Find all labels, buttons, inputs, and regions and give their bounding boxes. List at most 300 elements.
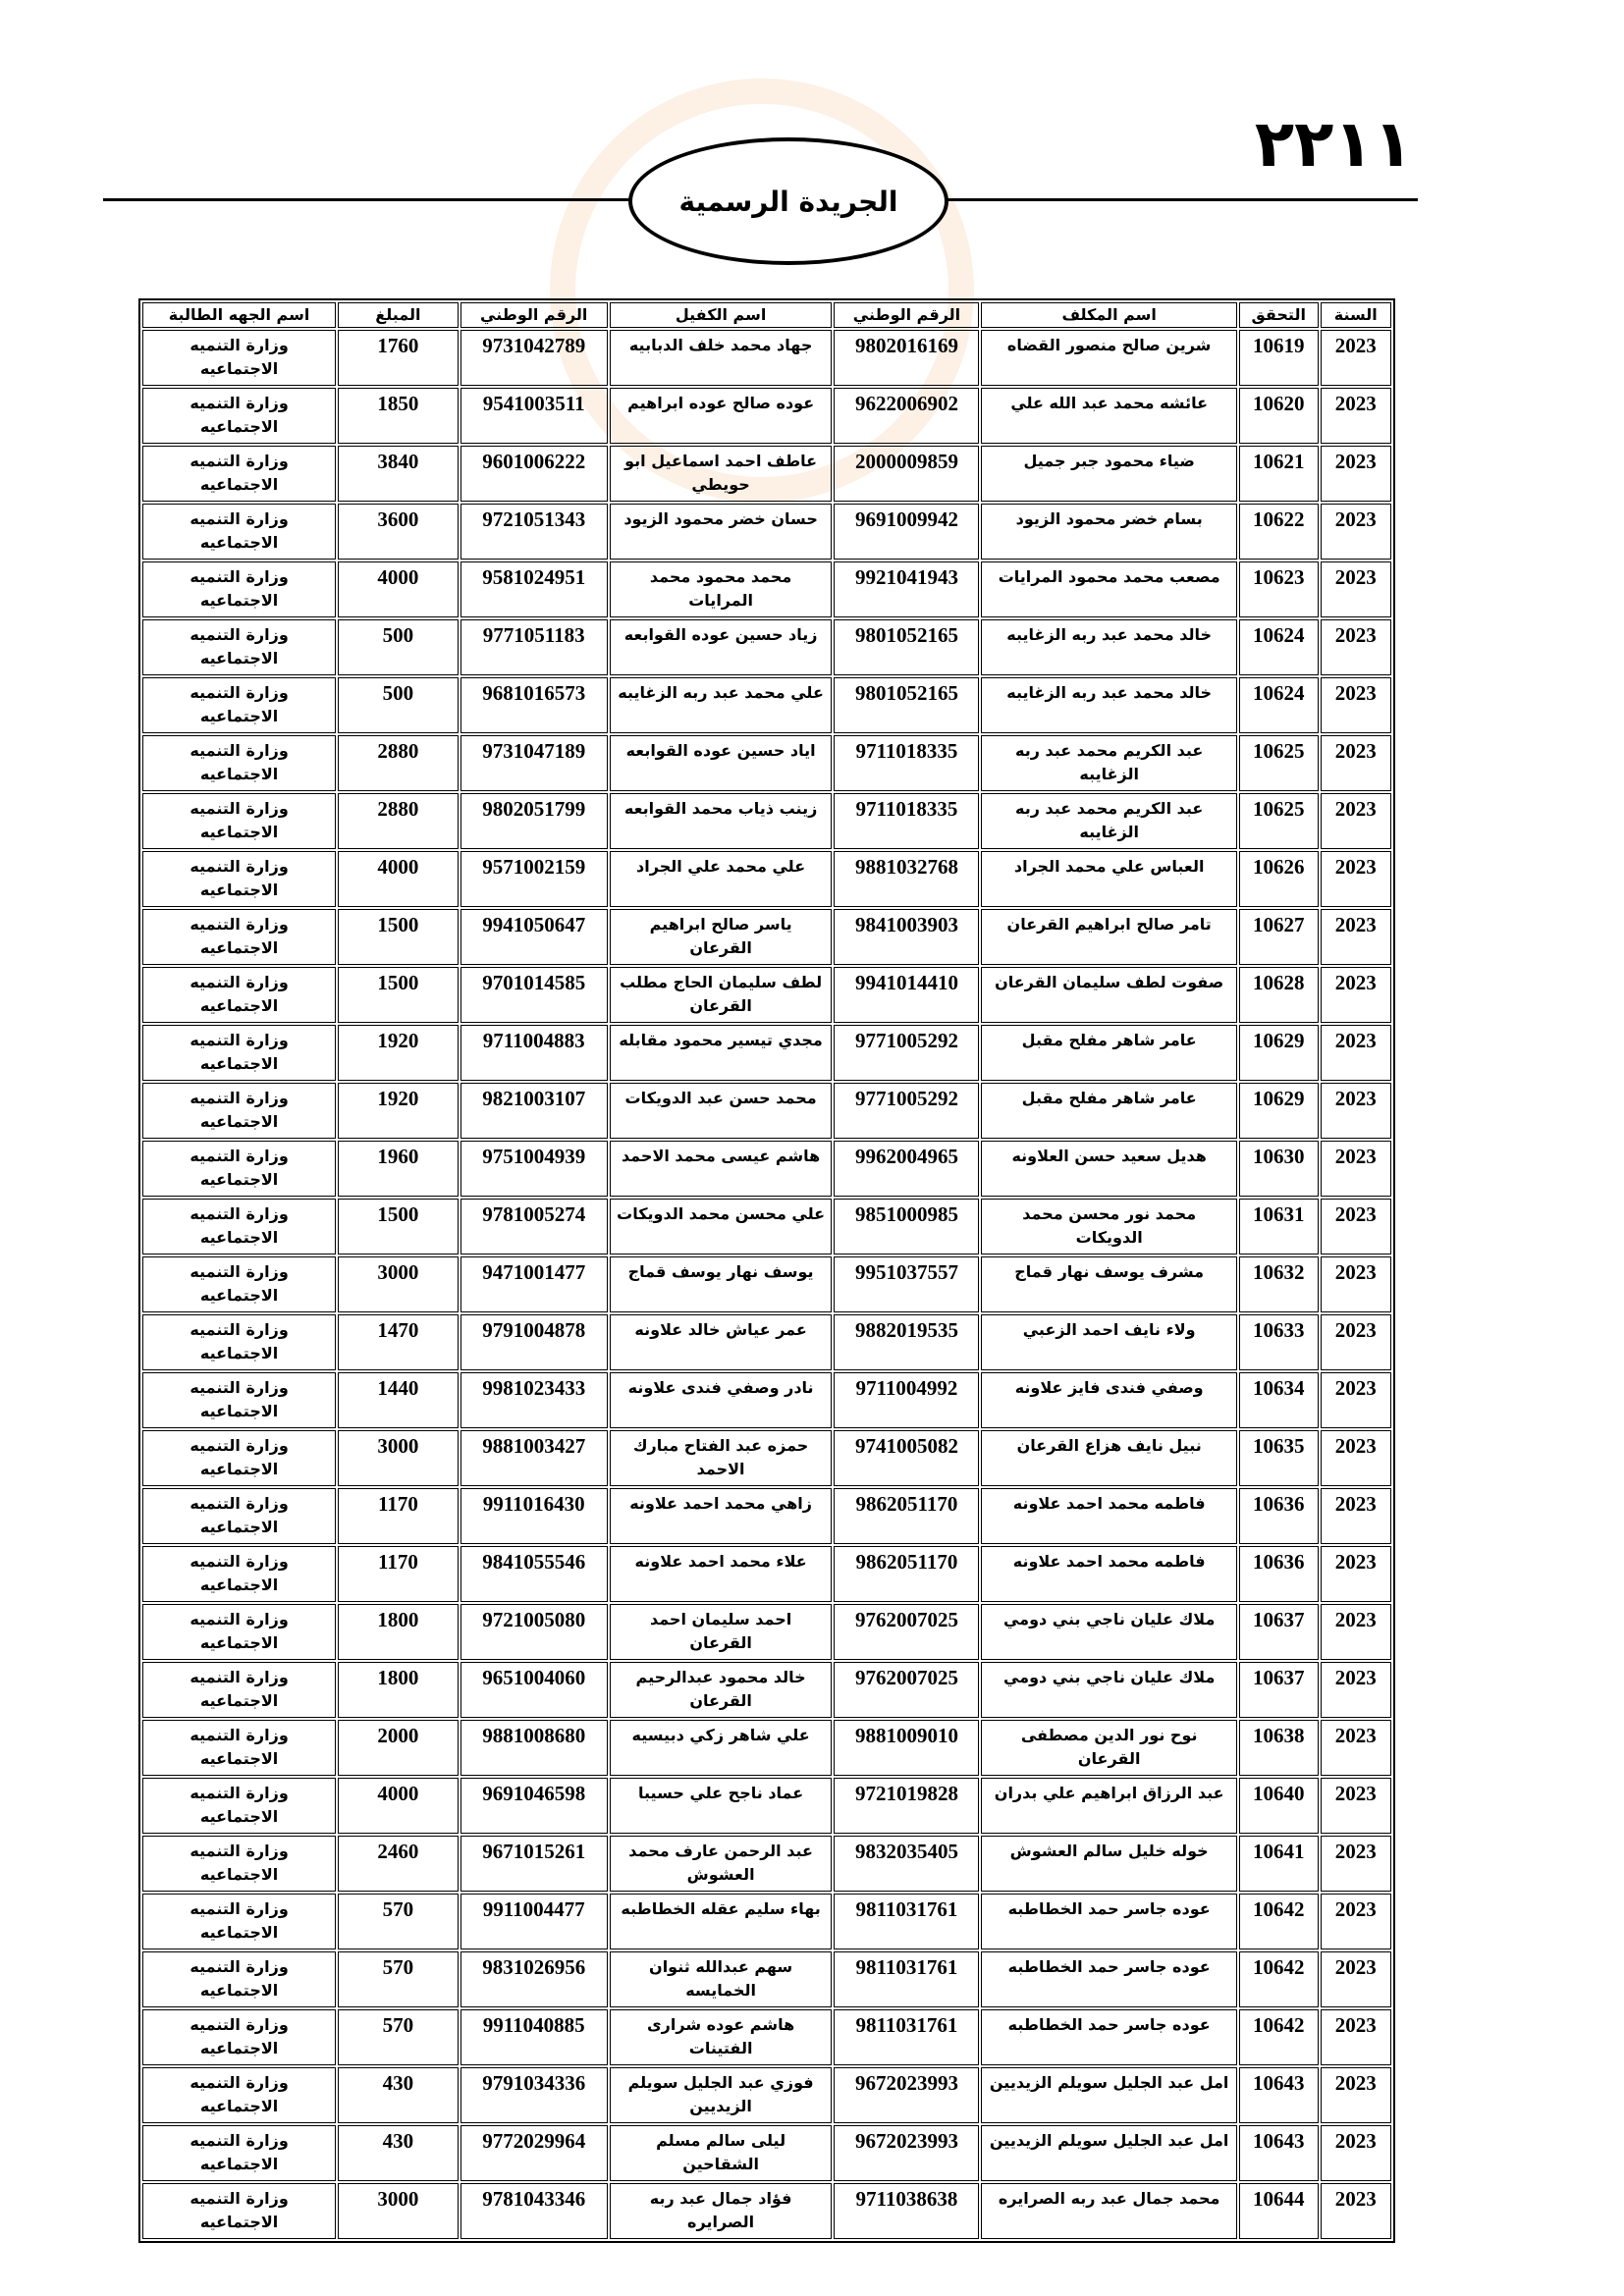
cell-year: 2023 [1321,1199,1391,1255]
cell-obligor-national-id: 9801052165 [834,677,979,733]
cell-amount: 500 [338,619,459,675]
cell-obligor-national-id: 9881009010 [834,1720,979,1776]
cell-requesting-entity: وزارة التنميه الاجتماعيه [142,1372,336,1428]
cell-obligor-name: عوده جاسر حمد الخطاطبه [981,1951,1236,2007]
column-header-guarantor-national-id: الرقم الوطني [460,302,608,328]
cell-obligor-name: امل عبد الجليل سويلم الزيديين [981,2067,1236,2123]
cell-requesting-entity: وزارة التنميه الاجتماعيه [142,1604,336,1660]
page-number: ٢٢١١ [1254,106,1413,182]
cell-obligor-national-id: 9721019828 [834,1778,979,1834]
table-row [142,851,1391,907]
cell-obligor-name: هديل سعيد حسن العلاونه [981,1141,1236,1197]
cell-guarantor-name: حمزه عبد الفتاح مبارك الاحمد [610,1430,833,1486]
cell-obligor-name: فاطمه محمد احمد علاونه [981,1546,1236,1602]
cell-obligor-national-id: 9622006902 [834,388,979,444]
cell-guarantor-national-id: 9802051799 [460,793,608,849]
cell-requesting-entity: وزارة التنميه الاجتماعيه [142,388,336,444]
cell-amount: 1470 [338,1314,459,1370]
cell-requesting-entity: وزارة التنميه الاجتماعيه [142,2067,336,2123]
cell-guarantor-national-id: 9831026956 [460,1951,608,2007]
cell-year: 2023 [1321,1430,1391,1486]
cell-obligor-national-id: 9711018335 [834,735,979,791]
cell-amount: 1500 [338,1199,459,1255]
cell-obligor-national-id: 9771005292 [834,1083,979,1139]
cell-obligor-name: ملاك عليان ناجي بني دومي [981,1604,1236,1660]
cell-obligor-name: مشرف يوسف نهار قماج [981,1256,1236,1312]
cell-guarantor-national-id: 9471001477 [460,1256,608,1312]
cell-guarantor-name: زينب ذياب محمد القوابعه [610,793,833,849]
cell-guarantor-name: جهاد محمد خلف الدبابيه [610,330,833,386]
table-row [142,735,1391,791]
cell-check-no: 10630 [1239,1141,1319,1197]
cell-obligor-name: نوح نور الدين مصطفى القرعان [981,1720,1236,1776]
cell-obligor-national-id: 9882019535 [834,1314,979,1370]
cell-guarantor-name: زياد حسين عوده القوابعه [610,619,833,675]
cell-amount: 1170 [338,1488,459,1544]
cell-amount: 4000 [338,561,459,617]
cell-amount: 1500 [338,909,459,965]
cell-requesting-entity: وزارة التنميه الاجتماعيه [142,851,336,907]
cell-requesting-entity: وزارة التنميه الاجتماعيه [142,1083,336,1139]
cell-obligor-name: عوده جاسر حمد الخطاطبه [981,2009,1236,2065]
cell-year: 2023 [1321,967,1391,1023]
cell-check-no: 10643 [1239,2067,1319,2123]
cell-guarantor-national-id: 9581024951 [460,561,608,617]
cell-guarantor-national-id: 9681016573 [460,677,608,733]
table-row [142,1141,1391,1197]
cell-year: 2023 [1321,1083,1391,1139]
cell-check-no: 10638 [1239,1720,1319,1776]
cell-obligor-national-id: 9811031761 [834,1951,979,2007]
cell-check-no: 10642 [1239,2009,1319,2065]
cell-check-no: 10637 [1239,1662,1319,1718]
cell-amount: 1800 [338,1604,459,1660]
table-row [142,1604,1391,1660]
cell-year: 2023 [1321,793,1391,849]
cell-guarantor-name: زاهي محمد احمد علاونه [610,1488,833,1544]
cell-amount: 3600 [338,504,459,560]
cell-obligor-national-id: 9771005292 [834,1025,979,1081]
cell-obligor-name: عبد الكريم محمد عبد ربه الزغايبه [981,735,1236,791]
cell-obligor-name: وصفي فندى فايز علاونه [981,1372,1236,1428]
table-row [142,909,1391,965]
cell-year: 2023 [1321,330,1391,386]
table-row [142,1662,1391,1718]
cell-amount: 2880 [338,793,459,849]
cell-check-no: 10636 [1239,1488,1319,1544]
cell-requesting-entity: وزارة التنميه الاجتماعيه [142,735,336,791]
cell-guarantor-national-id: 9911016430 [460,1488,608,1544]
cell-obligor-name: فاطمه محمد احمد علاونه [981,1488,1236,1544]
table-row [142,388,1391,444]
table-row [142,967,1391,1023]
cell-obligor-national-id: 9811031761 [834,2009,979,2065]
cell-guarantor-name: حسان خضر محمود الزيود [610,504,833,560]
table-header-row [142,302,1391,328]
cell-check-no: 10631 [1239,1199,1319,1255]
table-row [142,677,1391,733]
cell-obligor-name: ولاء نايف احمد الزعبي [981,1314,1236,1370]
cell-obligor-name: عامر شاهر مفلح مقبل [981,1083,1236,1139]
cell-guarantor-name: فؤاد جمال عبد ربه الصرايره [610,2183,833,2239]
cell-obligor-name: نبيل نايف هزاع القرعان [981,1430,1236,1486]
table-row [142,1894,1391,1949]
cell-requesting-entity: وزارة التنميه الاجتماعيه [142,1314,336,1370]
cell-year: 2023 [1321,619,1391,675]
cell-guarantor-national-id: 9671015261 [460,1836,608,1892]
cell-guarantor-name: عماد ناجح علي حسيبا [610,1778,833,1834]
table-row [142,1083,1391,1139]
cell-guarantor-name: لطف سليمان الحاج مطلب القرعان [610,967,833,1023]
column-header-year: السنة [1321,302,1391,328]
cell-requesting-entity: وزارة التنميه الاجتماعيه [142,1662,336,1718]
cell-guarantor-national-id: 9731047189 [460,735,608,791]
cell-guarantor-national-id: 9711004883 [460,1025,608,1081]
cell-obligor-name: عائشه محمد عبد الله علي [981,388,1236,444]
cell-guarantor-name: محمد محمود محمد المرايات [610,561,833,617]
cell-guarantor-name: عمر عياش خالد علاونه [610,1314,833,1370]
cell-year: 2023 [1321,735,1391,791]
cell-obligor-name: ملاك عليان ناجي بني دومي [981,1662,1236,1718]
cell-guarantor-national-id: 9691046598 [460,1778,608,1834]
cell-obligor-national-id: 9711038638 [834,2183,979,2239]
cell-obligor-national-id: 9841003903 [834,909,979,965]
cell-year: 2023 [1321,388,1391,444]
cell-guarantor-national-id: 9981023433 [460,1372,608,1428]
cell-year: 2023 [1321,1836,1391,1892]
cell-check-no: 10625 [1239,735,1319,791]
cell-year: 2023 [1321,1256,1391,1312]
cell-check-no: 10625 [1239,793,1319,849]
cell-check-no: 10629 [1239,1025,1319,1081]
cell-obligor-name: صفوت لطف سليمان القرعان [981,967,1236,1023]
cell-check-no: 10624 [1239,619,1319,675]
cell-amount: 430 [338,2067,459,2123]
table-row [142,2125,1391,2181]
cell-requesting-entity: وزارة التنميه الاجتماعيه [142,2125,336,2181]
table-body [142,330,1391,2239]
cell-guarantor-name: مجدي تيسير محمود مقابله [610,1025,833,1081]
cell-guarantor-name: محمد حسن عبد الدويكات [610,1083,833,1139]
cell-guarantor-name: عاطف احمد اسماعيل ابو حويطي [610,446,833,502]
cell-obligor-national-id: 9672023993 [834,2067,979,2123]
cell-amount: 3000 [338,1430,459,1486]
cell-obligor-name: تامر صالح ابراهيم القرعان [981,909,1236,965]
cell-obligor-name: مصعب محمد محمود المرايات [981,561,1236,617]
table-row [142,2067,1391,2123]
cell-year: 2023 [1321,677,1391,733]
cell-obligor-name: محمد نور محسن محمد الدويكات [981,1199,1236,1255]
cell-obligor-national-id: 9951037557 [834,1256,979,1312]
cell-requesting-entity: وزارة التنميه الاجتماعيه [142,1720,336,1776]
cell-year: 2023 [1321,1894,1391,1949]
column-header-guarantor-name: اسم الكفيل [610,302,833,328]
cell-check-no: 10626 [1239,851,1319,907]
cell-requesting-entity: وزارة التنميه الاجتماعيه [142,1141,336,1197]
cell-guarantor-name: احمد سليمان احمد القرعان [610,1604,833,1660]
cell-requesting-entity: وزارة التنميه الاجتماعيه [142,1951,336,2007]
cell-guarantor-name: علي شاهر زكي دبيسيه [610,1720,833,1776]
cell-year: 2023 [1321,2009,1391,2065]
cell-guarantor-name: ياسر صالح ابراهيم القرعان [610,909,833,965]
cell-requesting-entity: وزارة التنميه الاجتماعيه [142,1199,336,1255]
records-table [138,298,1395,2243]
cell-requesting-entity: وزارة التنميه الاجتماعيه [142,504,336,560]
table-row [142,561,1391,617]
cell-obligor-name: خالد محمد عبد ربه الزغايبه [981,619,1236,675]
cell-guarantor-name: هاشم عوده شرارى الفتينات [610,2009,833,2065]
cell-year: 2023 [1321,851,1391,907]
cell-guarantor-national-id: 9751004939 [460,1141,608,1197]
cell-year: 2023 [1321,2125,1391,2181]
cell-guarantor-name: عبد الرحمن عارف محمد العشوش [610,1836,833,1892]
cell-guarantor-national-id: 9841055546 [460,1546,608,1602]
table-row [142,1314,1391,1370]
cell-obligor-national-id: 9811031761 [834,1894,979,1949]
cell-check-no: 10643 [1239,2125,1319,2181]
cell-obligor-name: العباس علي محمد الجراد [981,851,1236,907]
cell-requesting-entity: وزارة التنميه الاجتماعيه [142,2183,336,2239]
table-row [142,1720,1391,1776]
cell-year: 2023 [1321,2067,1391,2123]
cell-requesting-entity: وزارة التنميه الاجتماعيه [142,1836,336,1892]
cell-requesting-entity: وزارة التنميه الاجتماعيه [142,2009,336,2065]
cell-amount: 1170 [338,1546,459,1602]
gazette-title: الجريدة الرسمية [678,185,898,218]
cell-guarantor-name: علي محمد علي الجراد [610,851,833,907]
cell-obligor-name: بسام خضر محمود الزيود [981,504,1236,560]
cell-obligor-national-id: 9801052165 [834,619,979,675]
cell-year: 2023 [1321,1025,1391,1081]
header-ellipse [628,137,948,265]
cell-check-no: 10624 [1239,677,1319,733]
cell-check-no: 10635 [1239,1430,1319,1486]
cell-amount: 3840 [338,446,459,502]
table-row [142,1546,1391,1602]
cell-check-no: 10640 [1239,1778,1319,1834]
cell-obligor-national-id: 2000009859 [834,446,979,502]
cell-obligor-national-id: 9921041943 [834,561,979,617]
cell-year: 2023 [1321,1372,1391,1428]
cell-year: 2023 [1321,1951,1391,2007]
column-header-requesting-entity: اسم الجهه الطالبة [142,302,336,328]
cell-requesting-entity: وزارة التنميه الاجتماعيه [142,1546,336,1602]
cell-guarantor-name: علاء محمد احمد علاونه [610,1546,833,1602]
cell-guarantor-national-id: 9911040885 [460,2009,608,2065]
cell-guarantor-name: ليلى سالم مسلم الشقاحين [610,2125,833,2181]
cell-obligor-name: عبد الكريم محمد عبد ربه الزغايبه [981,793,1236,849]
table-row [142,2183,1391,2239]
table-row [142,1951,1391,2007]
cell-amount: 3000 [338,1256,459,1312]
cell-guarantor-name: سهم عبدالله ثنوان الخمايسه [610,1951,833,2007]
cell-check-no: 10636 [1239,1546,1319,1602]
cell-amount: 1920 [338,1083,459,1139]
table-row [142,1836,1391,1892]
table-row [142,1199,1391,1255]
cell-guarantor-name: بهاء سليم عقله الخطاطبه [610,1894,833,1949]
cell-requesting-entity: وزارة التنميه الاجتماعيه [142,619,336,675]
cell-guarantor-national-id: 9571002159 [460,851,608,907]
cell-year: 2023 [1321,1488,1391,1544]
cell-year: 2023 [1321,1314,1391,1370]
cell-obligor-national-id: 9741005082 [834,1430,979,1486]
cell-obligor-national-id: 9851000985 [834,1199,979,1255]
table-row [142,1256,1391,1312]
cell-obligor-national-id: 9711018335 [834,793,979,849]
column-header-check-no: التحقق [1239,302,1319,328]
cell-guarantor-name: فوزي عبد الجليل سويلم الزيديين [610,2067,833,2123]
cell-amount: 570 [338,1894,459,1949]
cell-check-no: 10628 [1239,967,1319,1023]
cell-obligor-national-id: 9762007025 [834,1662,979,1718]
cell-obligor-name: عبد الرزاق ابراهيم علي بدران [981,1778,1236,1834]
cell-amount: 570 [338,2009,459,2065]
cell-guarantor-national-id: 9881008680 [460,1720,608,1776]
cell-obligor-name: امل عبد الجليل سويلم الزيديين [981,2125,1236,2181]
cell-guarantor-name: يوسف نهار يوسف قماج [610,1256,833,1312]
cell-obligor-national-id: 9862051170 [834,1546,979,1602]
cell-requesting-entity: وزارة التنميه الاجتماعيه [142,330,336,386]
cell-obligor-name: خالد محمد عبد ربه الزغايبه [981,677,1236,733]
table-row [142,1488,1391,1544]
cell-guarantor-national-id: 9781005274 [460,1199,608,1255]
cell-year: 2023 [1321,504,1391,560]
cell-requesting-entity: وزارة التنميه الاجتماعيه [142,1778,336,1834]
cell-guarantor-name: نادر وصفي فندى علاونه [610,1372,833,1428]
cell-amount: 1960 [338,1141,459,1197]
cell-amount: 4000 [338,1778,459,1834]
cell-obligor-national-id: 9762007025 [834,1604,979,1660]
cell-guarantor-national-id: 9651004060 [460,1662,608,1718]
cell-year: 2023 [1321,2183,1391,2239]
cell-requesting-entity: وزارة التنميه الاجتماعيه [142,561,336,617]
cell-guarantor-national-id: 9881003427 [460,1430,608,1486]
table-row [142,1430,1391,1486]
cell-guarantor-name: عوده صالح عوده ابراهيم [610,388,833,444]
cell-check-no: 10642 [1239,1894,1319,1949]
cell-obligor-national-id: 9672023993 [834,2125,979,2181]
cell-check-no: 10621 [1239,446,1319,502]
cell-guarantor-national-id: 9731042789 [460,330,608,386]
cell-year: 2023 [1321,1662,1391,1718]
cell-check-no: 10622 [1239,504,1319,560]
cell-obligor-national-id: 9962004965 [834,1141,979,1197]
cell-requesting-entity: وزارة التنميه الاجتماعيه [142,446,336,502]
cell-guarantor-national-id: 9721005080 [460,1604,608,1660]
cell-obligor-national-id: 9711004992 [834,1372,979,1428]
cell-requesting-entity: وزارة التنميه الاجتماعيه [142,967,336,1023]
cell-check-no: 10623 [1239,561,1319,617]
cell-guarantor-national-id: 9911004477 [460,1894,608,1949]
cell-guarantor-national-id: 9941050647 [460,909,608,965]
table-row [142,1778,1391,1834]
cell-requesting-entity: وزارة التنميه الاجتماعيه [142,677,336,733]
cell-guarantor-national-id: 9701014585 [460,967,608,1023]
cell-guarantor-national-id: 9771051183 [460,619,608,675]
cell-check-no: 10632 [1239,1256,1319,1312]
cell-check-no: 10637 [1239,1604,1319,1660]
cell-amount: 1920 [338,1025,459,1081]
cell-guarantor-national-id: 9791034336 [460,2067,608,2123]
cell-year: 2023 [1321,1546,1391,1602]
cell-obligor-national-id: 9691009942 [834,504,979,560]
cell-amount: 4000 [338,851,459,907]
cell-check-no: 10644 [1239,2183,1319,2239]
cell-guarantor-national-id: 9791004878 [460,1314,608,1370]
table-row [142,793,1391,849]
cell-amount: 1760 [338,330,459,386]
table-row [142,330,1391,386]
table-row [142,2009,1391,2065]
cell-amount: 2000 [338,1720,459,1776]
cell-amount: 570 [338,1951,459,2007]
cell-year: 2023 [1321,446,1391,502]
column-header-amount: المبلغ [338,302,459,328]
cell-year: 2023 [1321,561,1391,617]
cell-amount: 2880 [338,735,459,791]
cell-amount: 1500 [338,967,459,1023]
cell-obligor-name: ضياء محمود جبر جميل [981,446,1236,502]
cell-check-no: 10627 [1239,909,1319,965]
cell-obligor-name: شرين صالح منصور القضاه [981,330,1236,386]
cell-check-no: 10619 [1239,330,1319,386]
cell-obligor-national-id: 9941014410 [834,967,979,1023]
cell-amount: 1440 [338,1372,459,1428]
table-row [142,1025,1391,1081]
cell-obligor-national-id: 9862051170 [834,1488,979,1544]
cell-guarantor-national-id: 9601006222 [460,446,608,502]
cell-amount: 430 [338,2125,459,2181]
cell-check-no: 10620 [1239,388,1319,444]
cell-guarantor-national-id: 9541003511 [460,388,608,444]
cell-obligor-name: محمد جمال عبد ربه الصرايره [981,2183,1236,2239]
cell-requesting-entity: وزارة التنميه الاجتماعيه [142,1488,336,1544]
cell-amount: 500 [338,677,459,733]
cell-year: 2023 [1321,909,1391,965]
column-header-obligor-national-id: الرقم الوطني [834,302,979,328]
cell-requesting-entity: وزارة التنميه الاجتماعيه [142,909,336,965]
cell-guarantor-name: هاشم عيسى محمد الاحمد [610,1141,833,1197]
column-header-obligor-name: اسم المكلف [981,302,1236,328]
cell-amount: 1800 [338,1662,459,1718]
cell-obligor-name: عامر شاهر مفلح مقبل [981,1025,1236,1081]
cell-check-no: 10642 [1239,1951,1319,2007]
cell-check-no: 10629 [1239,1083,1319,1139]
cell-year: 2023 [1321,1604,1391,1660]
cell-obligor-national-id: 9802016169 [834,330,979,386]
cell-year: 2023 [1321,1720,1391,1776]
cell-year: 2023 [1321,1141,1391,1197]
cell-check-no: 10641 [1239,1836,1319,1892]
cell-amount: 3000 [338,2183,459,2239]
table-row [142,504,1391,560]
cell-check-no: 10633 [1239,1314,1319,1370]
cell-requesting-entity: وزارة التنميه الاجتماعيه [142,793,336,849]
cell-guarantor-name: علي محمد عبد ربه الزغايبه [610,677,833,733]
cell-guarantor-name: علي محسن محمد الدويكات [610,1199,833,1255]
cell-obligor-name: خوله خليل سالم العشوش [981,1836,1236,1892]
cell-guarantor-national-id: 9772029964 [460,2125,608,2181]
cell-obligor-national-id: 9832035405 [834,1836,979,1892]
cell-obligor-name: عوده جاسر حمد الخطاطبه [981,1894,1236,1949]
cell-requesting-entity: وزارة التنميه الاجتماعيه [142,1025,336,1081]
cell-year: 2023 [1321,1778,1391,1834]
cell-check-no: 10634 [1239,1372,1319,1428]
cell-requesting-entity: وزارة التنميه الاجتماعيه [142,1256,336,1312]
cell-guarantor-national-id: 9781043346 [460,2183,608,2239]
cell-amount: 1850 [338,388,459,444]
